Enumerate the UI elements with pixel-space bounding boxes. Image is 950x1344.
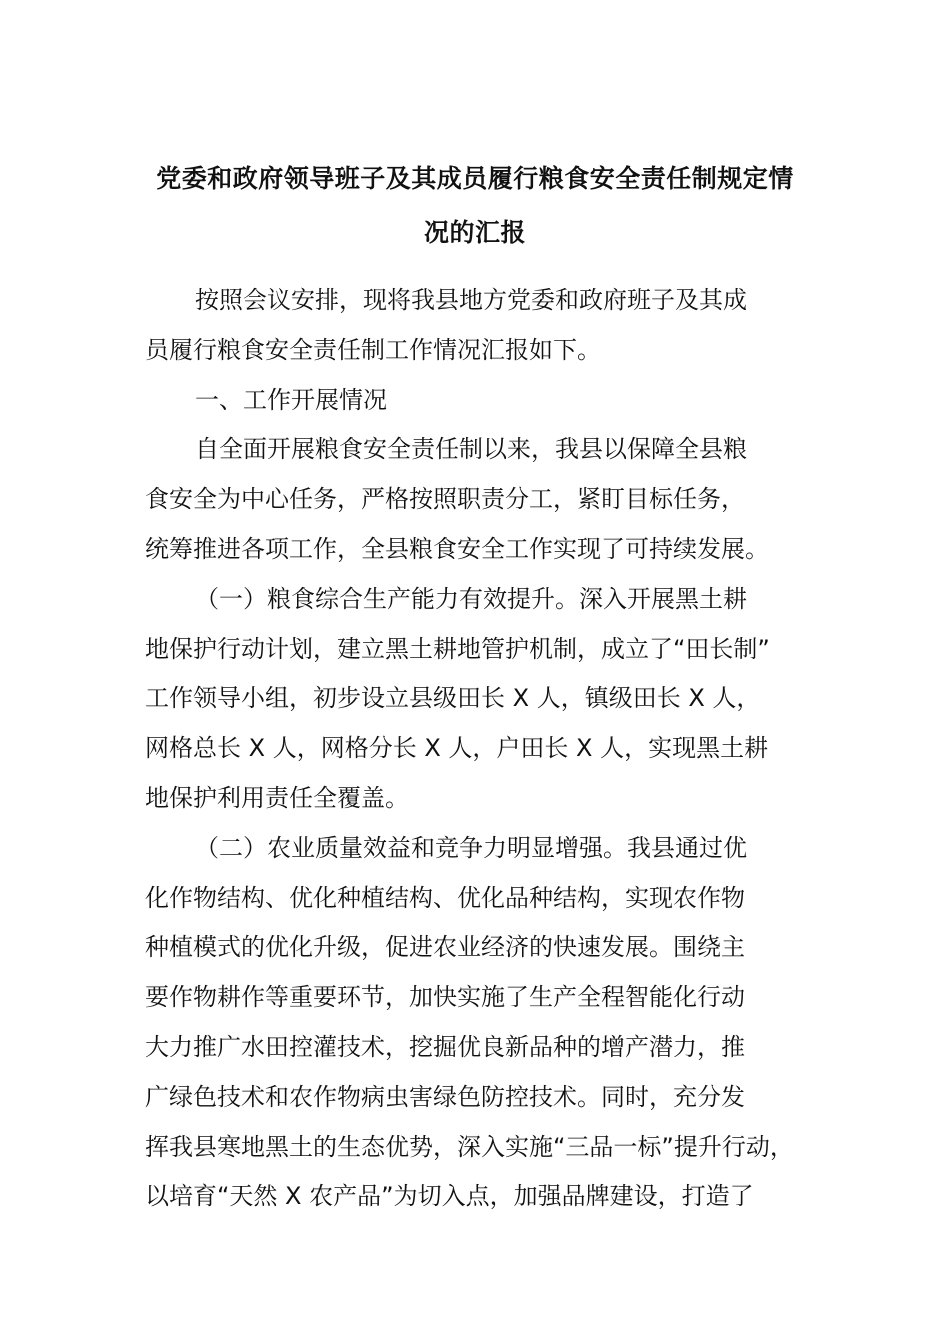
paragraph-item-1-line-3: 工作领导小组，初步设立县级田长 X 人，镇级田长 X 人， — [145, 684, 761, 713]
paragraph-item-2-line-1: （二）农业质量效益和竞争力明显增强。我县通过优 — [195, 833, 747, 862]
title-line-1: 党委和政府领导班子及其成员履行粮食安全责任制规定情 — [156, 164, 794, 193]
paragraph-overview-line-2: 食安全为中心任务，严格按照职责分工，紧盯目标任务， — [145, 485, 745, 514]
paragraph-overview-line-3: 统筹推进各项工作，全县粮食安全工作实现了可持续发展。 — [145, 534, 769, 563]
paragraph-item-2-line-4: 要作物耕作等重要环节，加快实施了生产全程智能化行动 — [145, 983, 745, 1012]
document-body — [145, 276, 825, 1222]
paragraph-item-2-line-5: 大力推广水田控灌技术，挖掘优良新品种的增产潜力，推 — [145, 1032, 745, 1061]
paragraph-item-1-line-4: 网格总长 X 人，网格分长 X 人，户田长 X 人，实现黑土耕 — [145, 734, 769, 763]
document-title — [0, 152, 950, 260]
paragraph-overview-line-1: 自全面开展粮食安全责任制以来，我县以保障全县粮 — [195, 435, 747, 464]
paragraph-item-1-line-2: 地保护行动计划，建立黑土耕地管护机制，成立了“田长制” — [145, 634, 770, 663]
paragraph-item-2-line-2: 化作物结构、优化种植结构、优化品种结构，实现农作物 — [145, 883, 745, 912]
paragraph-intro-line-2: 员履行粮食安全责任制工作情况汇报如下。 — [145, 335, 601, 364]
paragraph-intro-line-1: 按照会议安排，现将我县地方党委和政府班子及其成 — [195, 286, 747, 314]
paragraph-item-1-line-1: （一）粮食综合生产能力有效提升。深入开展黑土耕 — [195, 584, 747, 613]
title-line-2: 况的汇报 — [423, 218, 526, 247]
paragraph-item-2-line-3: 种植模式的优化升级，促进农业经济的快速发展。围绕主 — [145, 933, 745, 962]
paragraph-item-1-line-5: 地保护利用责任全覆盖。 — [145, 783, 409, 812]
paragraph-item-2-line-6: 广绿色技术和农作物病虫害绿色防控技术。同时，充分发 — [145, 1082, 745, 1111]
section-heading-1: 一、工作开展情况 — [195, 385, 387, 414]
paragraph-item-2-line-8: 以培育“天然 X 农产品”为切入点，加强品牌建设，打造了 — [145, 1182, 754, 1211]
paragraph-item-2-line-7: 挥我县寒地黑土的生态优势，深入实施“三品一标”提升行动， — [145, 1132, 794, 1161]
